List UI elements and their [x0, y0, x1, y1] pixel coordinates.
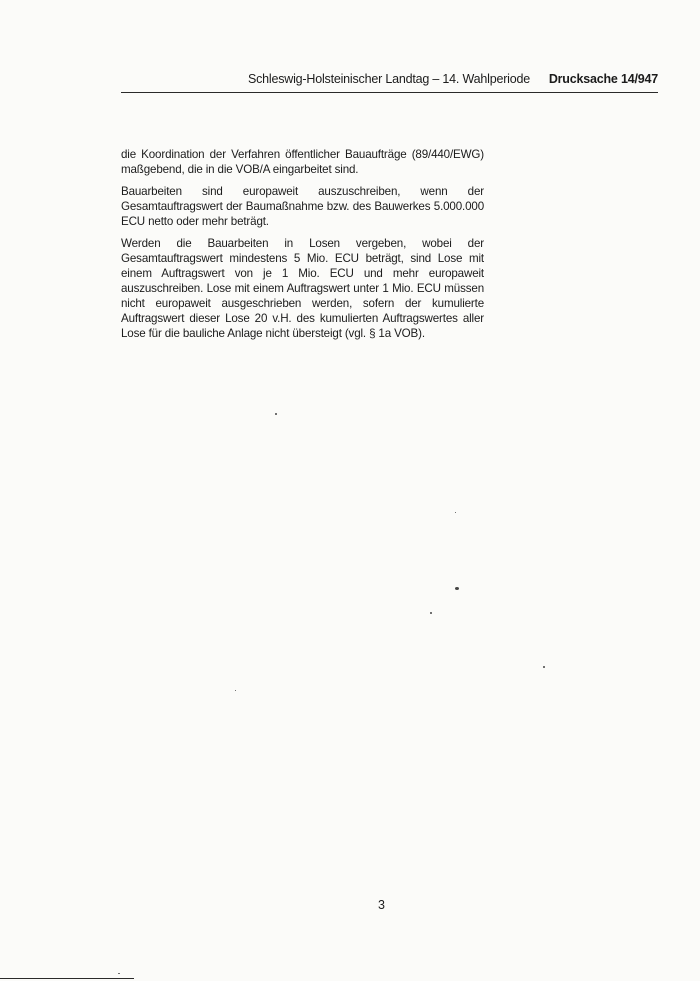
- paragraph: Bauarbeiten sind europaweit auszuschreiben, wenn der Gesamtauftragswert der Baumaßnahme bzw. des Bauwerkes 5.000.000 ECU netto oder mehr beträgt.: [121, 185, 484, 228]
- body-text: [121, 147, 484, 348]
- paragraph: Werden die Bauarbeiten in Losen vergeben, wobei der Gesamtauftragswert mindestens 5 Mio. ECU beträgt, sind Lose mit einem Auftragswert von je 1 Mio. ECU und mehr europaweit auszuschreiben. Lose mit einem Auftragswert unter 1 Mio. ECU müssen nicht europaweit ausgeschrieben werden, sofern der kumulierte Auftragswert dieser Lose 20 v.H. des kumulierten Auftragswertes aller Lose für die bauliche Anlage nicht übersteigt (vgl. § 1a VOB).: [121, 237, 484, 340]
- document-number: Drucksache 14/947: [548, 72, 658, 86]
- scan-speck: [430, 612, 432, 614]
- scan-speck: [455, 587, 459, 590]
- scan-speck: [235, 690, 236, 691]
- scan-speck: [543, 666, 545, 668]
- footer-rule: [0, 978, 134, 979]
- scan-speck: [455, 512, 456, 513]
- paragraph: die Koordination der Verfahren öffentlicher Bauaufträge (89/440/EWG) maßgebend, die in die VOB/A eingarbeitet sind.: [121, 148, 484, 176]
- scan-speck: [275, 413, 277, 415]
- page-number: 3: [378, 898, 385, 912]
- scan-speck: [118, 973, 120, 974]
- running-header: [121, 72, 658, 93]
- header-title: Schleswig-Holsteinischer Landtag – 14. Wahlperiode: [247, 72, 530, 86]
